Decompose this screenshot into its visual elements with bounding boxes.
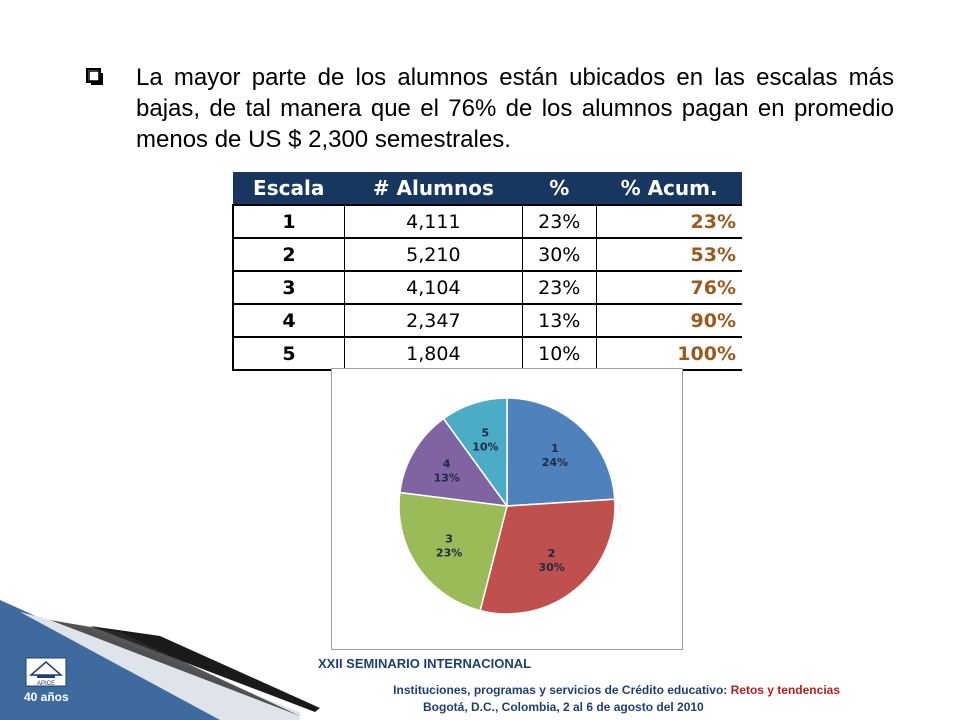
cell-alumnos: 4,104 [344, 271, 522, 304]
header-pct: % [522, 172, 596, 205]
cell-escala: 2 [233, 238, 344, 271]
cell-escala: 3 [233, 271, 344, 304]
pie-label-category: 1 [551, 441, 559, 455]
cell-acum: 90% [596, 304, 742, 337]
subtitle-accent: Retos y tendencias [730, 683, 840, 697]
cell-pct: 10% [522, 337, 596, 370]
pie-label-category: 3 [445, 532, 453, 546]
svg-text:APICE: APICE [36, 681, 56, 687]
cell-acum: 76% [596, 271, 742, 304]
seminar-subtitle [393, 683, 840, 697]
subtitle-main: Instituciones, programas y servicios de Crédito educativo: [393, 683, 728, 697]
pie-label-value: 10% [472, 440, 499, 454]
cell-alumnos: 5,210 [344, 238, 522, 271]
pie-chart-frame [331, 368, 683, 650]
escala-table [232, 172, 742, 371]
bullet-point [86, 62, 894, 155]
table-row [233, 238, 742, 271]
cell-alumnos: 2,347 [344, 304, 522, 337]
cell-pct: 23% [522, 271, 596, 304]
cell-acum: 53% [596, 238, 742, 271]
cell-escala: 4 [233, 304, 344, 337]
pie-label-value: 23% [435, 546, 463, 560]
cell-alumnos: 4,111 [344, 205, 522, 238]
table-row [233, 271, 742, 304]
pie-slice-1 [507, 398, 615, 506]
cell-acum: 23% [596, 205, 742, 238]
cell-escala: 5 [233, 337, 344, 370]
pie-label-category: 4 [442, 457, 451, 471]
apice-logo [25, 657, 67, 687]
bullet-text: La mayor parte de los alumnos están ubicados en las escalas más bajas, de tal manera que el 76% de los alumnos pagan en promedio menos de US $ 2,300 semestrales. [136, 64, 894, 153]
checkbox-bullet-icon [86, 68, 104, 86]
table-row [233, 337, 742, 370]
table-row [233, 205, 742, 238]
header-escala: Escala [233, 172, 344, 205]
pie-label-value: 24% [541, 455, 569, 469]
pie-label-category: 2 [547, 546, 556, 560]
pie-label-value: 30% [538, 560, 565, 574]
cell-acum: 100% [596, 337, 742, 370]
pie-label-category: 5 [481, 426, 490, 440]
header-acum: % Acum. [596, 172, 742, 205]
pie-label-value: 13% [433, 471, 460, 485]
table-header-row [233, 172, 742, 205]
anniversary-label: 40 años [24, 690, 69, 704]
seminar-date: Bogotá, D.C., Colombia, 2 al 6 de agosto del 2010 [423, 700, 704, 714]
header-alumnos: # Alumnos [344, 172, 522, 205]
cell-pct: 23% [522, 205, 596, 238]
pie-chart [332, 369, 682, 649]
cell-escala: 1 [233, 205, 344, 238]
cell-alumnos: 1,804 [344, 337, 522, 370]
cell-pct: 30% [522, 238, 596, 271]
table-row [233, 304, 742, 337]
cell-pct: 13% [522, 304, 596, 337]
seminar-title: XXII SEMINARIO INTERNACIONAL [318, 656, 532, 671]
